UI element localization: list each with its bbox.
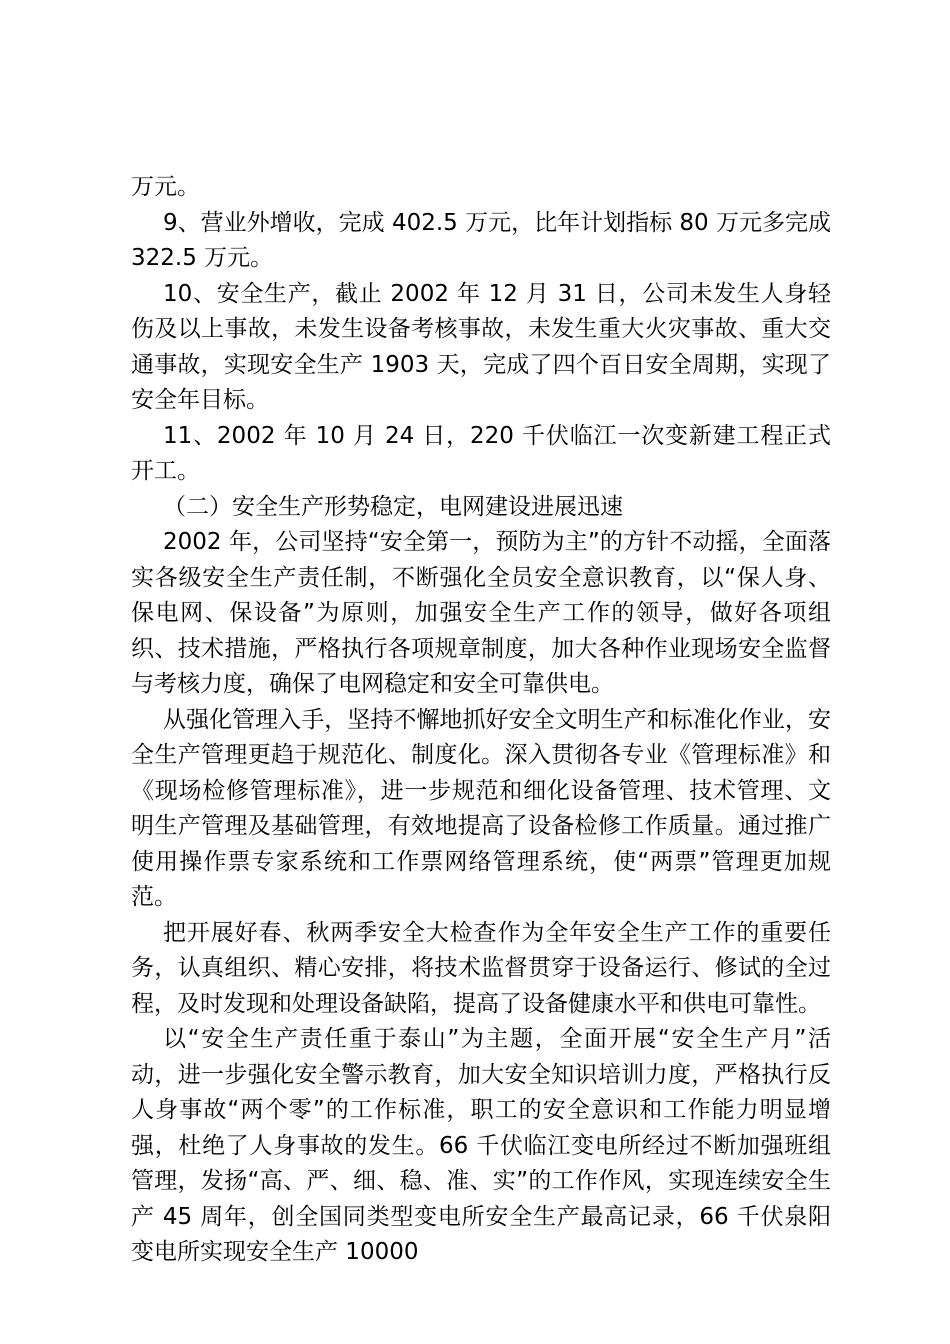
paragraph-body: 以“安全生产责任重于泰山”为主题，全面开展“安全生产月”活动，进一步强化安全警示教育，加大安全知识培训力度，严格执行反人身事故“两个零”的工作标准，职工的安全意识和工作能力明显增强，杜绝了人身事故的发生。66 千伏临江变电所经过不断加强班组管理，发扬“高、严、细、稳、准、实”的工作作风，实现连续安全生产 45 周年，创全国同类型变电所安全生产最高记录，66 千伏泉阳变电所实现安全生产 10000 [131, 1026, 831, 1265]
paragraph-continuation: 万元。 [131, 174, 200, 200]
section-heading: （二）安全生产形势稳定，电网建设进展迅速 [163, 493, 623, 520]
paragraph-item-11: 11、2002 年 10 月 24 日，220 千伏临江一次变新建工程正式开工。 [131, 422, 831, 484]
paragraph-item-10: 10、安全生产，截止 2002 年 12 月 31 日，公司未发生人身轻伤及以上事故，未发生设备考核事故，未发生重大火灾事故、重大交通事故，实现安全生产 1903 天，完成了四个百日安全周期，实现了安全年目标。 [131, 280, 831, 413]
paragraph-body: 从强化管理入手，坚持不懈地抓好安全文明生产和标准化作业，安全生产管理更趋于规范化、制度化。深入贯彻各专业《管理标准》和《现场检修管理标准》，进一步规范和细化设备管理、技术管理、文明生产管理及基础管理，有效地提高了设备检修工作质量。通过推广使用操作票专家系统和工作票网络管理系统，使“两票”管理更加规范。 [131, 706, 831, 910]
paragraph-item-9: 9、营业外增收，完成 402.5 万元，比年计划指标 80 万元多完成 322.5 万元。 [131, 209, 831, 271]
paragraph-body: 把开展好春、秋两季安全大检查作为全年安全生产工作的重要任务，认真组织、精心安排，将技术监督贯穿于设备运行、修试的全过程，及时发现和处理设备缺陷，提高了设备健康水平和供电可靠性。 [131, 919, 831, 1017]
document-body [131, 170, 831, 1271]
paragraph-body: 2002 年，公司坚持“安全第一，预防为主”的方针不动摇，全面落实各级安全生产责任制，不断强化全员安全意识教育，以“保人身、保电网、保设备”为原则，加强安全生产工作的领导，做好各项组织、技术措施，严格执行各项规章制度，加大各种作业现场安全监督与考核力度，确保了电网稳定和安全可靠供电。 [131, 529, 831, 697]
